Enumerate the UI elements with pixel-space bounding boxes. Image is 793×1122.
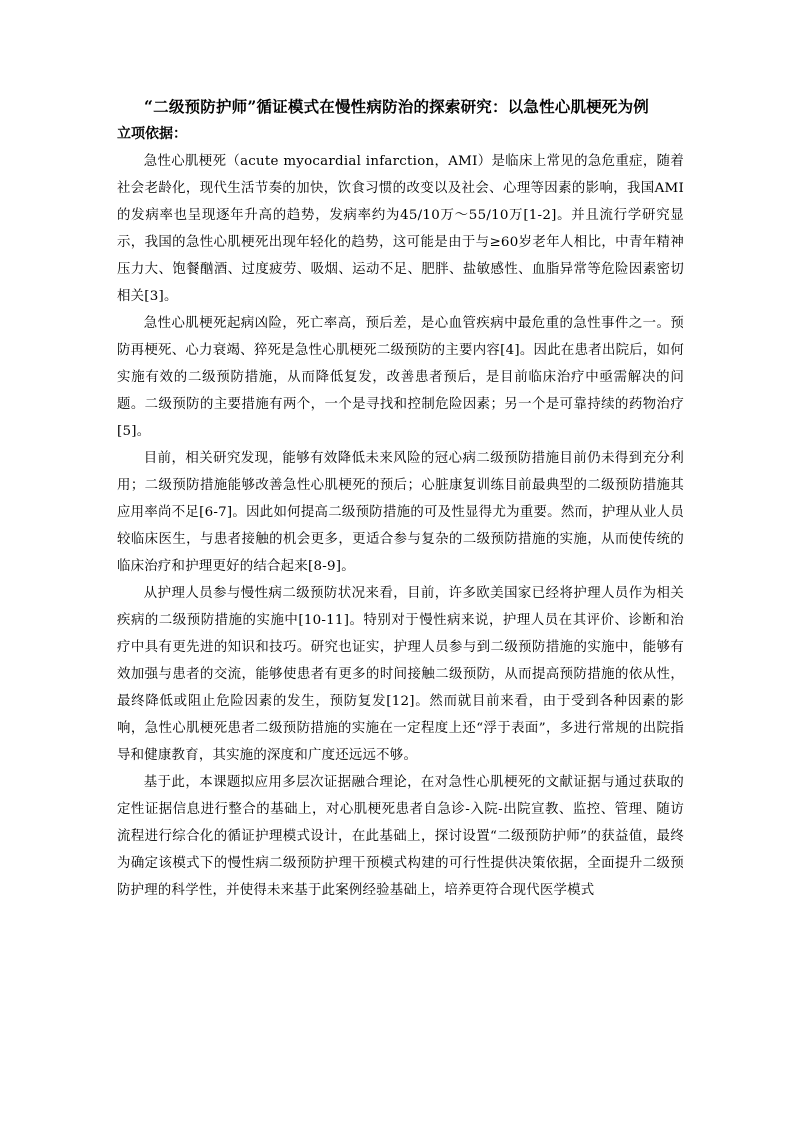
- document-body: [117, 148, 684, 904]
- paragraph-5: 基于此，本课题拟应用多层次证据融合理论，在对急性心肌梗死的文献证据与通过获取的定性证据信息进行整合的基础上，对心肌梗死患者自急诊-入院-出院宣教、监控、管理、随访流程进行综合化的循证护理模式设计，在此基础上，探讨设置“二级预防护师”的获益值，最终为确定该模式下的慢性病二级预防护理干预模式构建的可行性提供决策依据，全面提升二级预防护理的科学性，并使得未来基于此案例经验基础上，培养更符合现代医学模式: [117, 775, 684, 898]
- document-title: “二级预防护师”循证模式在慢性病防治的探索研究：以急性心肌梗死为例: [144, 97, 649, 116]
- paragraph-3: 目前，相关研究发现，能够有效降低未来风险的冠心病二级预防措施目前仍未得到充分利用；二级预防措施能够改善急性心肌梗死的预后；心脏康复训练目前最典型的二级预防措施其应用率尚不足[6-7]。因此如何提高二级预防措施的可及性显得尤为重要。然而，护理从业人员较临床医生，与患者接触的机会更多，更适合参与复杂的二级预防措施的实施，从而使传统的临床治疗和护理更好的结合起来[8-9]。: [117, 451, 684, 574]
- section-label: 立项依据：: [117, 126, 187, 142]
- paragraph-1: 急性心肌梗死（acute myocardial infarction，AMI）是临床上常见的急危重症，随着社会老龄化，现代生活节奏的加快，饮食习惯的改变以及社会、心理等因素的影响，我国AMI的发病率也呈现逐年升高的趋势，发病率约为45/10万～55/10万[1-2]。并且流行学研究显示，我国的急性心肌梗死出现年轻化的趋势，这可能是由于与≥60岁老年人相比，中青年精神压力大、饱餐酗酒、过度疲劳、吸烟、运动不足、肥胖、盐敏感性、血脂异常等危险因素密切相关[3]。: [117, 154, 684, 304]
- paragraph-4: 从护理人员参与慢性病二级预防状况来看，目前，许多欧美国家已经将护理人员作为相关疾病的二级预防措施的实施中[10-11]。特别对于慢性病来说，护理人员在其评价、诊断和治疗中具有更先进的知识和技巧。研究也证实，护理人员参与到二级预防措施的实施中，能够有效加强与患者的交流，能够使患者有更多的时间接触二级预防，从而提高预防措施的依从性，最终降低或阻止危险因素的发生，预防复发[12]。然而就目前来看，由于受到各种因素的影响，急性心肌梗死患者二级预防措施的实施在一定程度上还“浮于表面”，多进行常规的出院指导和健康教育，其实施的深度和广度还远远不够。: [117, 586, 684, 763]
- paragraph-2: 急性心肌梗死起病凶险，死亡率高，预后差，是心血管疾病中最危重的急性事件之一。预防再梗死、心力衰竭、猝死是急性心肌梗死二级预防的主要内容[4]。因此在患者出院后，如何实施有效的二级预防措施，从而降低复发，改善患者预后，是目前临床治疗中亟需解决的问题。二级预防的主要措施有两个，一个是寻找和控制危险因素；另一个是可靠持续的药物治疗[5]。: [117, 316, 684, 439]
